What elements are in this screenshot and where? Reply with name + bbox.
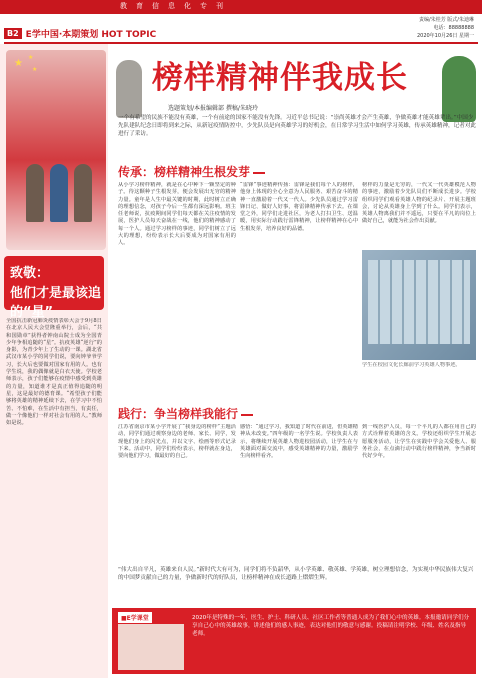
section2-column: 到一线医护人员，每一个平凡的人都在用自己的方式诠释着英雄的含义。学校还组织学生开展志愿服务活动，让学生在实践中学会关爱他人、服务社会，在点滴行动中践行榜样精神，争当新时代好少年。 [362,424,476,460]
tribute-line-2: 他们才是最该追的“星” [10,286,102,320]
section-title: E学中国·本期策划 HOT TOPIC [25,29,157,40]
bottom-text: 2020年是特殊的一年，医生、护士、科研人员、社区工作者等普通人成为了我们心中的英雄。本报邀请同学们分享自己心中的英雄故事，讲述他们的感人事迹，表达对他们的敬意与感谢。投稿请注明学校、年级、姓名及指导老师。 [192,615,470,637]
photo-wall [368,260,470,344]
byline: 选题策划/本报编辑部 撰稿/朱晓玲 [168,105,258,112]
tribute-banner [4,256,104,320]
star-icon: ★ [14,58,23,69]
star-icon: ★ [28,54,34,61]
figures [26,164,92,222]
header-band [0,0,482,14]
section2-heading [118,405,256,422]
header-info [417,16,474,40]
section1-column: “雷锋”事迹精神传扬：雷锋是我们每个人的榜样，他身上体现的全心全意为人民服务、艰苦奋斗的精神一直激励着一代又一代人。少先队员通过学习雷锋日记、做好人好事，将雷锋精神传承下去。在课堂之外，同学们走进社区，为老人打扫卫生、送温暖，用实际行动践行雷锋精神，让榜样精神在心中生根发芽，培养良好的品德。 [240,182,358,232]
figure-silhouette [74,164,92,222]
star-icon: ★ [32,66,38,73]
article-title: 榜样精神伴我成长 [152,60,408,96]
hero-illustration [6,50,106,250]
header-info-line: 电话：88888888 [433,25,474,31]
header-info-line: 责编/朱桂芳 版式/朱迪琳 [419,17,474,23]
band-text: 教育信息化专刊 [120,2,232,10]
section2-column: 江苏省南京市某小学开展了“我身边的榜样”主题活动，同学们通过观察身边的老师、家长、同学，发现他们身上的闪光点，并以文字、绘画等形式记录下来。活动中，同学们纷纷表示，榜样就在身边，要向他们学习，做最好的自己。 [118,424,236,460]
bottom-panel [112,608,476,674]
section-code: B2 [4,28,22,39]
photo-caption: 学生在校园文化长廊前学习英雄人物事迹。 [362,362,461,368]
decor-dash [241,414,253,416]
section1-title: 传承：榜样精神生根发芽 [118,165,251,179]
figure-silhouette [26,164,44,222]
tribute-line-1: 致敬： [10,266,50,281]
section1-column: 从小学习榜样精神，就是在心中种下一颗坚定的种子。待这颗种子生根发芽，便会发展出无穷的精神力量。童年是人生中最关键的时期，此时树立正确的理想信念，对孩子今后一生都有深远影响。班主任老师说，抗疫期间同学们每天都在关注疫情的发展，医护人员每天奋战在一线，他们的精神感动了每一个人。通过学习榜样的事迹，同学们树立了远大的理想，纷纷表示长大后要成为对国家有用的人。 [118,182,236,247]
bottom-thumbnail [118,624,184,670]
section2-title: 践行：争当榜样我能行 [118,407,239,421]
soldier-illustration [442,56,476,122]
header-info-line: 2020年10月26日 星期一 [416,33,474,39]
lead-paragraph: 一个有希望的民族不能没有英雄，一个有前途的国家不能没有先锋。习近平总书记说：“崇尚英雄才会产生英雄，争做英雄才能英雄辈出。”中国少先队建队纪念日即将到来之际，从新冠疫情防控中，少先队员是向英雄学习的好机会，在日常学习生活中如何学习英雄，传承英雄精神，记者对此进行了采访。 [118,115,476,137]
article-photo [362,250,476,360]
closing-paragraph: “伟大出自平凡，英雄来自人民。”新时代大有可为，同学们将不负韶华，从小学英雄、敬英雄、学英雄，树立理想信念，为实现中华民族伟大复兴的中国梦贡献自己的力量，争做新时代的好队员，让榜样精神在成长道路上熠熠生辉。 [118,567,474,581]
section-tag [4,26,156,40]
section1-heading [118,163,268,180]
left-column-text: 全国抗击新冠肺炎疫情表彰大会于9月8日在北京人民大会堂隆重举行，会后，“共和国勋章”获得者钟南山院士成为全国青少年争相追随的“星”。抗疫英雄“逆行”的身影，为青少年上了生动的一课。湖北省武汉市某小学的同学们说，要向钟爷爷学习，长大后也要做对国家有用的人。也有学生说，我的偶像就是白衣天使。学校老师表示，孩子们能够在疫情中感受到英雄的力量，知道谁才是真正值得追随的明星，这是最好的德育课。“希望孩子们能够将英雄的精神延续下去，在学习中不怕苦、不怕难，在生活中有担当，有责任，做一个像他们一样对社会有用的人。”教师如是说。 [6,318,102,427]
decor-dash [253,172,265,174]
bottom-tag: ■E学课堂 [118,612,152,623]
section1-column: 榜样的力量是无穷的，一代又一代英雄模范人物的事迹，激励着少先队员们不断成长进步。学校组织同学们观看英雄人物的纪录片、开展主题班会，讨论从英雄身上学到了什么。同学们表示，英雄人物离我们并不遥远，只要在平凡的岗位上做好自己，就能为社会作出贡献。 [362,182,476,225]
figure-silhouette [50,164,68,222]
section2-column: 感悟：“通过学习，我知道了时代在前进，但英雄精神从未改变。”四年级的一名学生说。学校负责人表示，将继续开展英雄人物进校园活动，让学生在与英雄面对面交流中，感受英雄精神的力量，激励学生向榜样看齐。 [240,424,358,460]
article-title-wrap [112,52,476,98]
